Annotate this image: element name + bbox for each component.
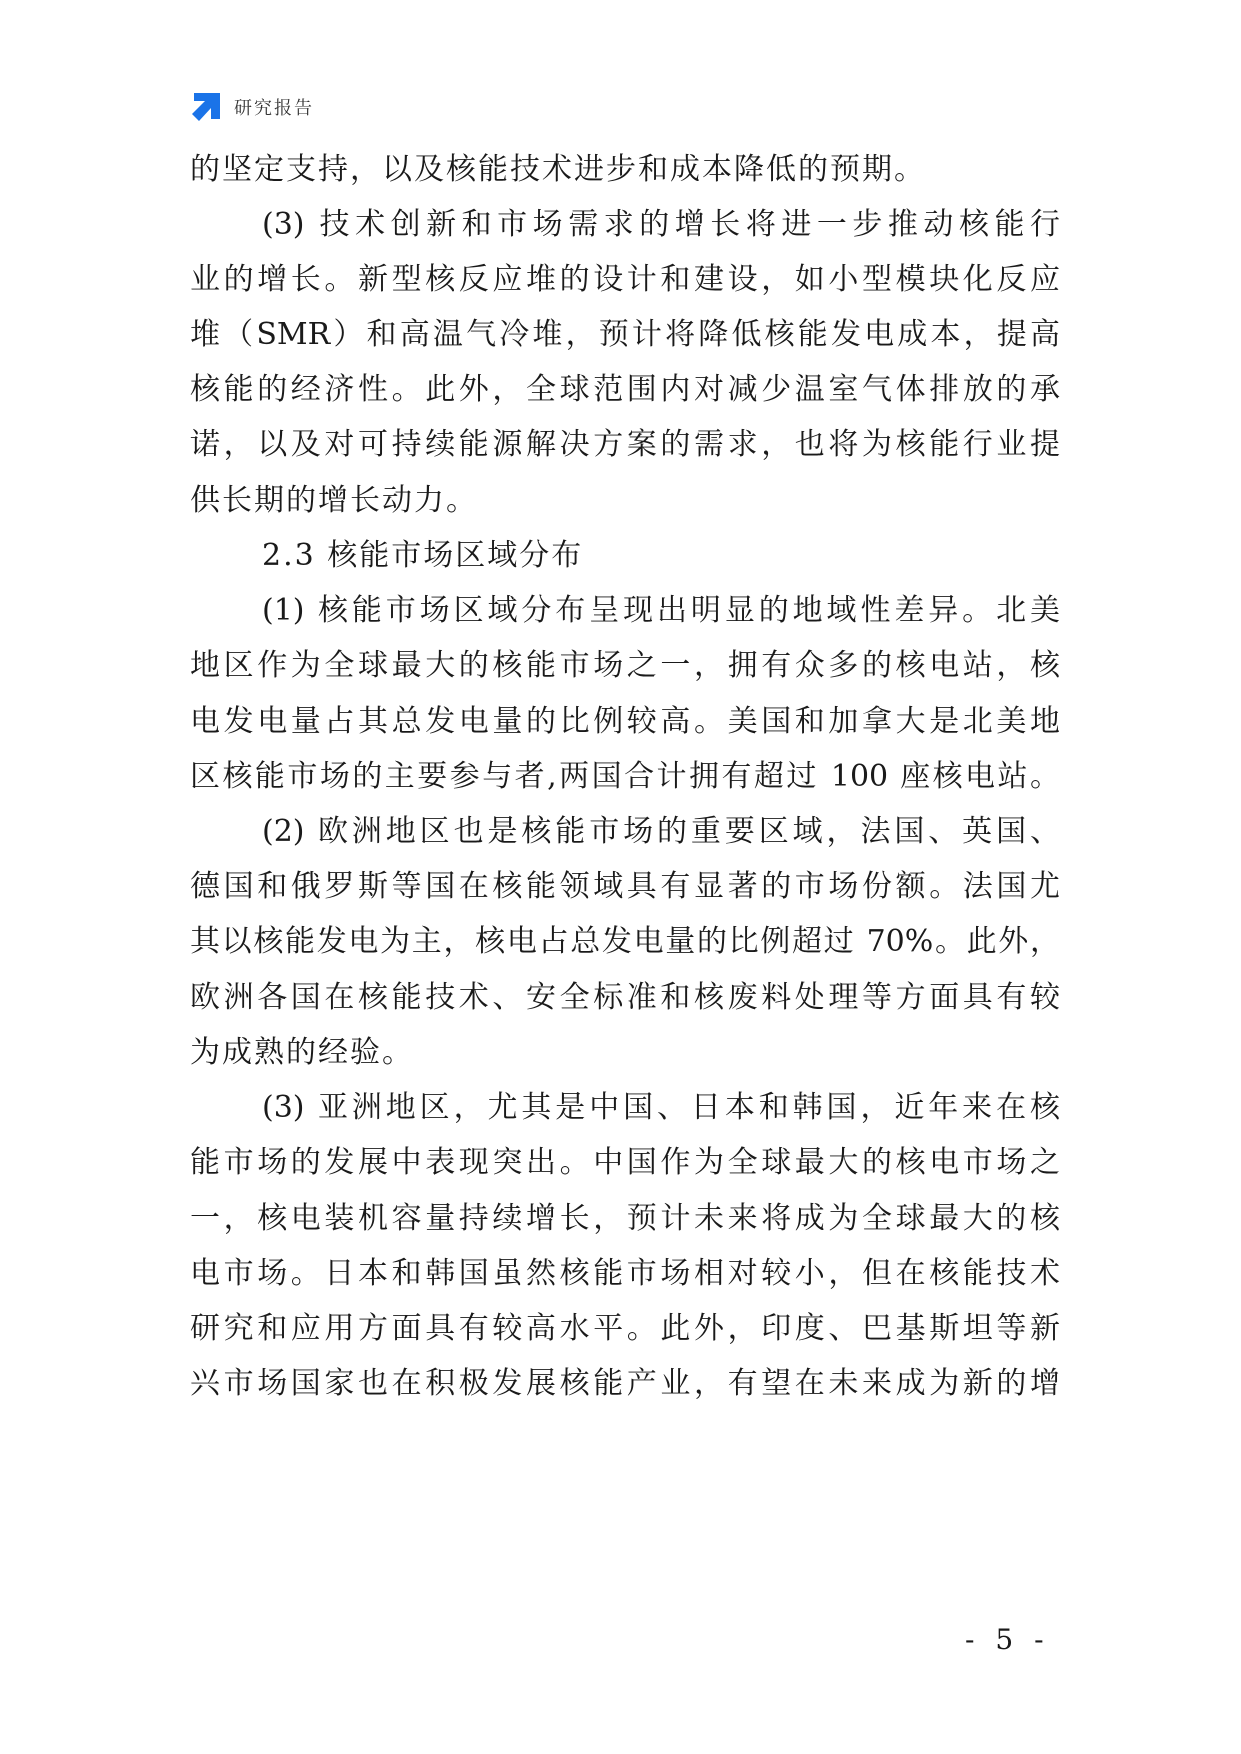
body-line: 电市场。日本和韩国虽然核能市场相对较小，但在核能技术 — [190, 1256, 1060, 1291]
body-line: 德国和俄罗斯等国在核能领域具有显著的市场份额。法国尤 — [190, 869, 1060, 904]
body-line: (2) 欧洲地区也是核能市场的重要区域，法国、英国、 — [262, 814, 1060, 849]
body-line: 欧洲各国在核能技术、安全标准和核废料处理等方面具有较 — [190, 980, 1060, 1015]
body-line: 电发电量占其总发电量的比例较高。美国和加拿大是北美地 — [190, 704, 1060, 739]
body-line: 的坚定支持，以及核能技术进步和成本降低的预期。 — [190, 152, 926, 187]
page-header — [190, 90, 314, 124]
header-title: 研究报告 — [234, 98, 314, 119]
body-line: 堆（SMR）和高温气冷堆，预计将降低核能发电成本，提高 — [190, 317, 1060, 352]
body-line: (1) 核能市场区域分布呈现出明显的地域性差异。北美 — [262, 593, 1060, 628]
body-line: 供长期的增长动力。 — [190, 483, 478, 518]
body-line: (3) 亚洲地区，尤其是中国、日本和韩国，近年来在核 — [262, 1090, 1060, 1125]
body-line: 为成熟的经验。 — [190, 1035, 414, 1070]
body-line: 地区作为全球最大的核能市场之一，拥有众多的核电站，核 — [190, 648, 1060, 683]
body-line: 其以核能发电为主，核电占总发电量的比例超过 70%。此外， — [190, 924, 1060, 959]
page-number: - 5 - — [965, 1623, 1050, 1656]
body-line: 研究和应用方面具有较高水平。此外，印度、巴基斯坦等新 — [190, 1311, 1060, 1346]
body-line: 一，核电装机容量持续增长，预计未来将成为全球最大的核 — [190, 1201, 1060, 1236]
body-line: 核能的经济性。此外，全球范围内对减少温室气体排放的承 — [190, 372, 1060, 407]
body-line: 诺，以及对可持续能源解决方案的需求，也将为核能行业提 — [190, 427, 1060, 462]
body-line: 兴市场国家也在积极发展核能产业，有望在未来成为新的增 — [190, 1366, 1060, 1401]
section-heading: 2.3 核能市场区域分布 — [262, 538, 584, 573]
body-line: 区核能市场的主要参与者,两国合计拥有超过 100 座核电站。 — [190, 759, 1060, 794]
body-line: 业的增长。新型核反应堆的设计和建设，如小型模块化反应 — [190, 262, 1060, 297]
body-line: (3) 技术创新和市场需求的增长将进一步推动核能行 — [262, 207, 1060, 242]
body-line: 能市场的发展中表现突出。中国作为全球最大的核电市场之 — [190, 1145, 1060, 1180]
arrow-logo-icon — [190, 91, 222, 123]
